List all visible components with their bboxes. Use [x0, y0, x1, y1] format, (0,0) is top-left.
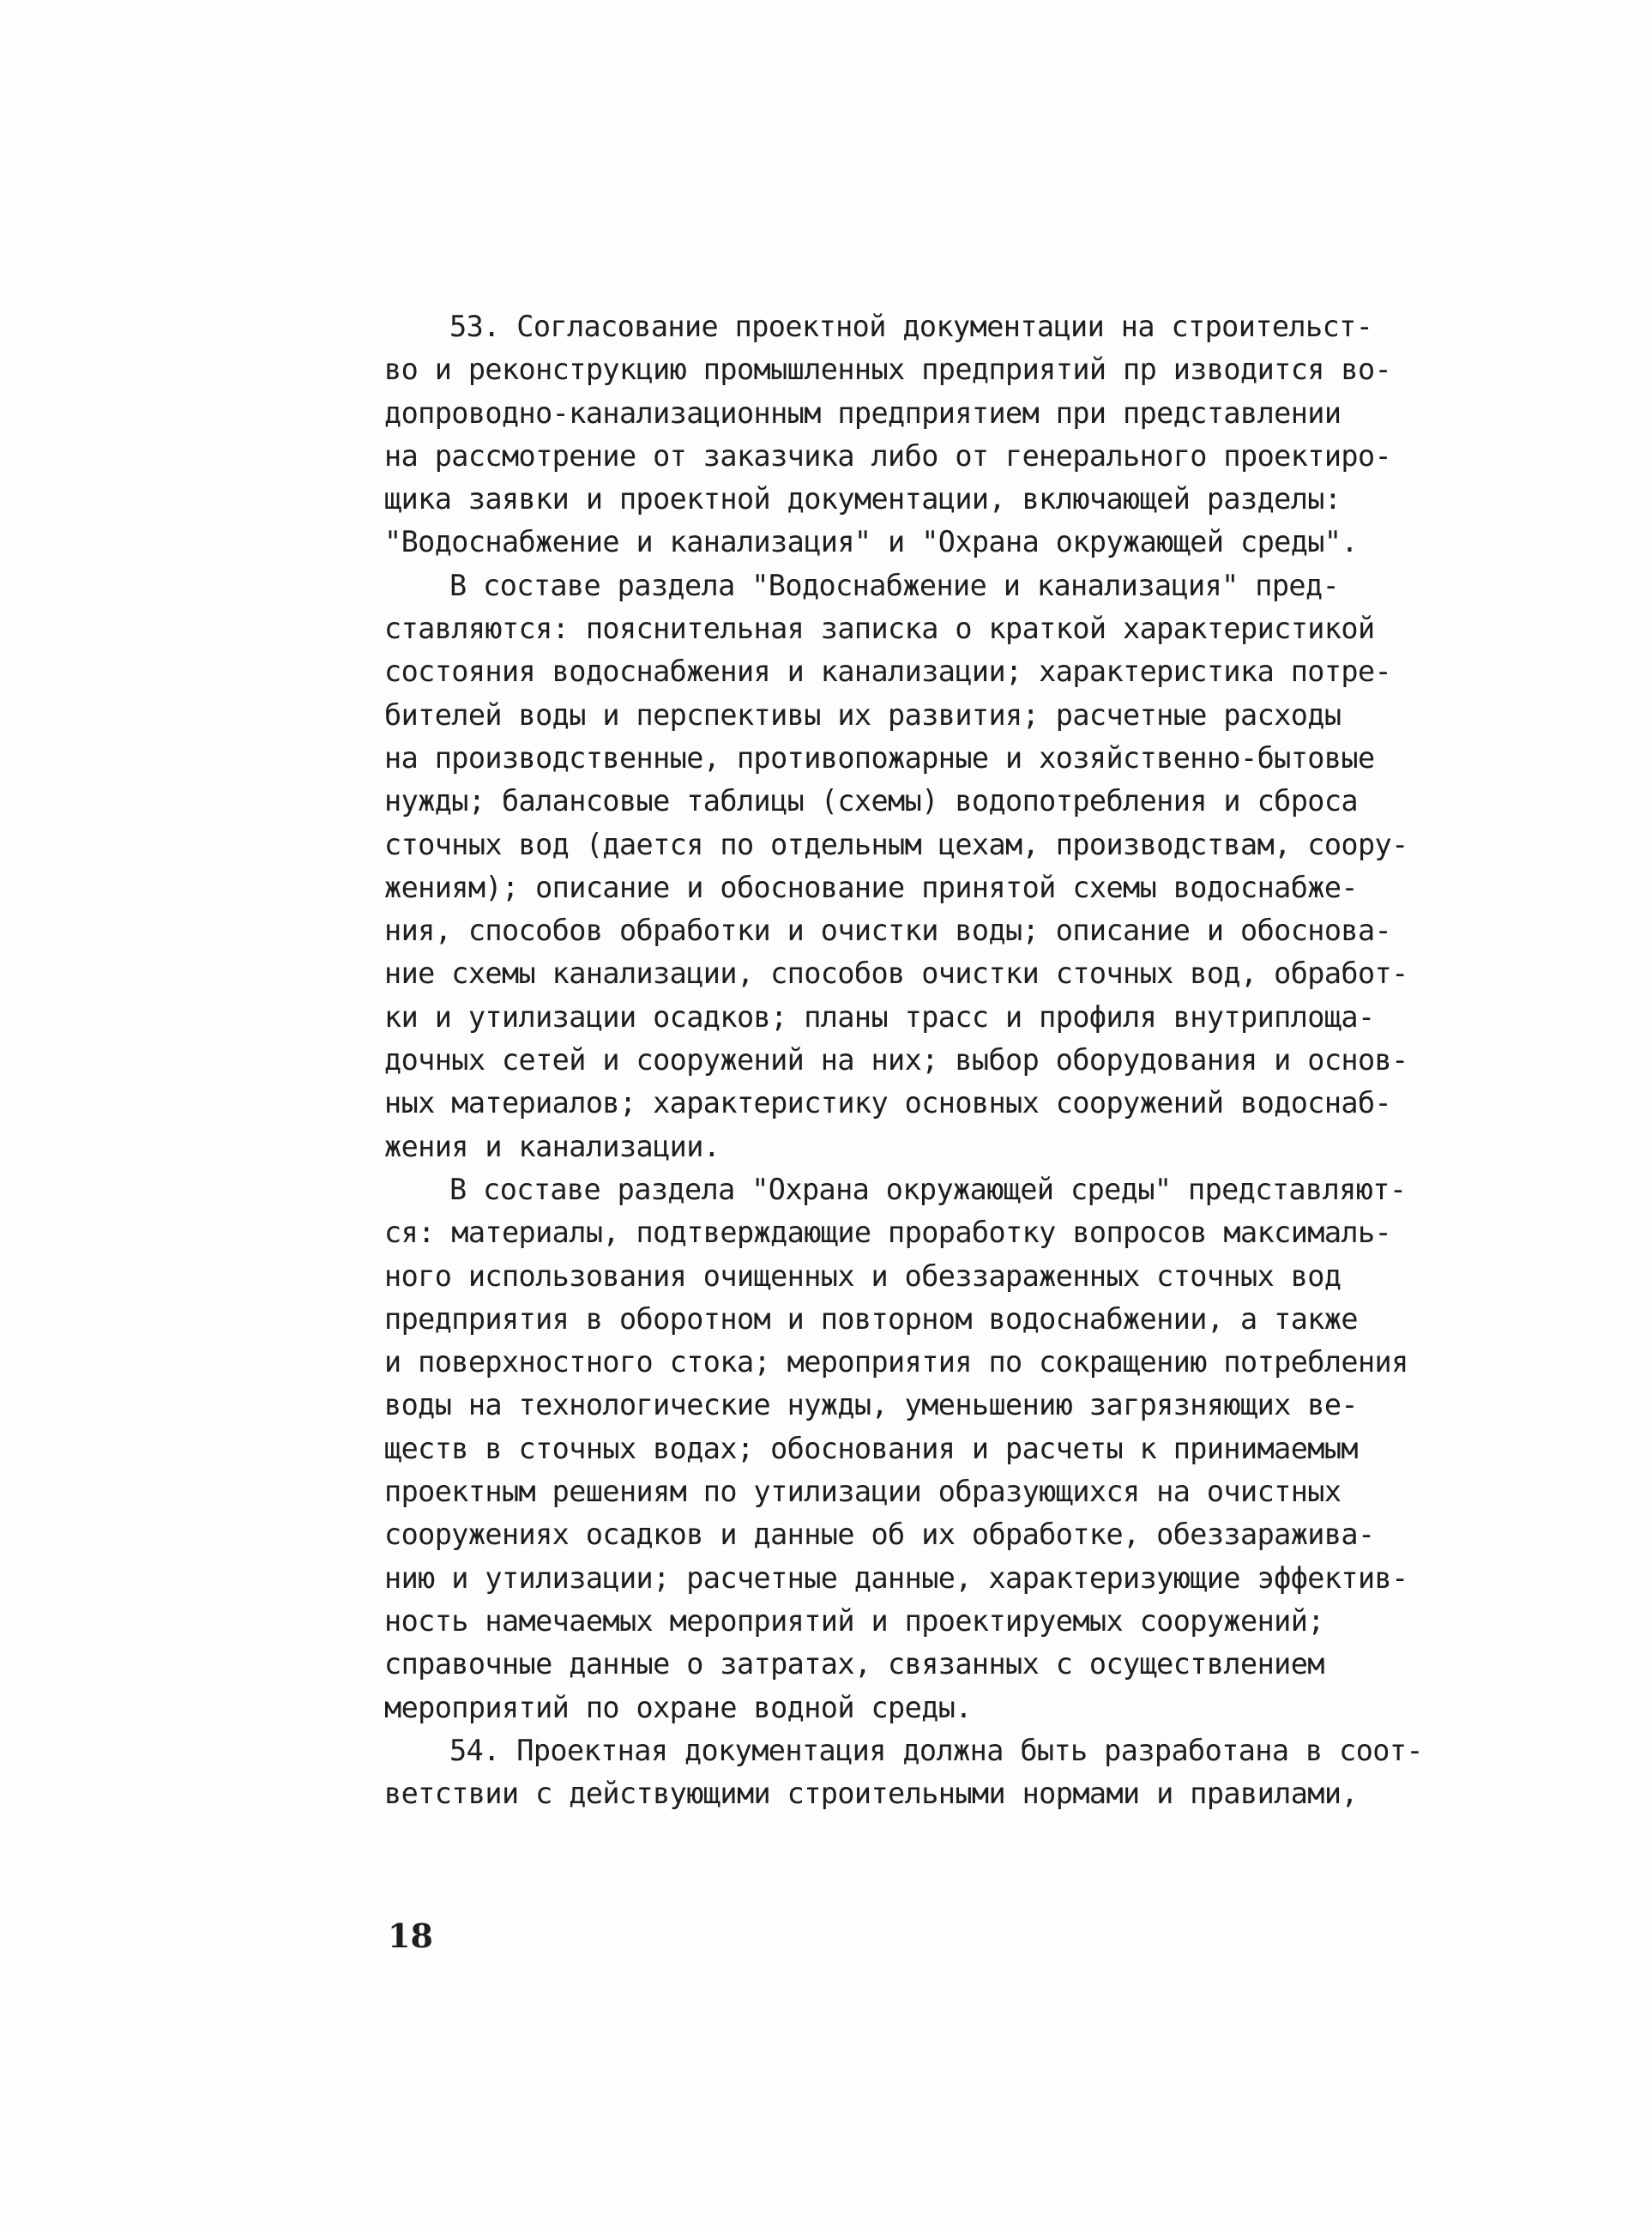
text-line: ки и утилизации осадков; планы трасс и профиля внутриплоща- — [384, 999, 1375, 1034]
text-line: нужды; балансовые таблицы (схемы) водопотребления и сброса — [384, 784, 1358, 818]
text-line: на рассмотрение от заказчика либо от генерального проектиро- — [384, 438, 1392, 473]
text-line: бителей воды и перспективы их развития; расчетные расходы — [384, 697, 1341, 732]
text-line: предприятия в оборотном и повторном водоснабжении, а также — [384, 1301, 1358, 1336]
text-line: проектным решениям по утилизации образующихся на очистных — [384, 1475, 1341, 1509]
text-line: ность намечаемых мероприятий и проектируемых сооружений; — [384, 1603, 1324, 1638]
text-line: воды на технологические нужды, уменьшению загрязняющих ве- — [384, 1388, 1358, 1422]
text-line: ществ в сточных водах; обоснования и расчеты к принимаемым — [384, 1431, 1358, 1465]
text-line: сооружениях осадков и данные об их обработке, обеззаражива- — [384, 1518, 1375, 1552]
text-line: "Водоснабжение и канализация" и "Охрана окружающей среды". — [384, 525, 1358, 559]
text-line: и поверхностного стока; мероприятия по сокращению потребления — [384, 1345, 1408, 1379]
text-line: щика заявки и проектной документации, включающей разделы: — [384, 482, 1341, 516]
text-line: жения и канализации. — [384, 1129, 720, 1163]
text-line: сточных вод (дается по отдельным цехам, производствам, соору- — [384, 827, 1408, 861]
text-line: состояния водоснабжения и канализации; характеристика потре- — [384, 655, 1392, 689]
text-line: ного использования очищенных и обеззараженных сточных вод — [384, 1258, 1341, 1293]
text-line: ных материалов; характеристику основных сооружений водоснаб- — [384, 1086, 1392, 1120]
text-line: во и реконструкцию промышленных предприятий пр изводится во- — [384, 353, 1392, 387]
text-line: мероприятий по охране водной среды. — [384, 1690, 972, 1724]
text-line: допроводно-канализационным предприятием при представлении — [384, 395, 1341, 430]
document-body — [384, 305, 1499, 1815]
text-line: дочных сетей и сооружений на них; выбор оборудования и основ- — [384, 1043, 1408, 1077]
page-number: 18 — [388, 1916, 433, 1955]
text-line: справочные данные о затратах, связанных с осуществлением — [384, 1647, 1324, 1681]
text-line: ния, способов обработки и очистки воды; описание и обоснова- — [384, 914, 1392, 948]
text-line: ставляются: пояснительная записка о краткой характеристикой — [384, 612, 1375, 646]
text-line: жениям); описание и обоснование принятой схемы водоснабже- — [384, 870, 1358, 904]
text-line: 53. Согласование проектной документации на строительст- — [449, 310, 1373, 343]
text-line: 54. Проектная документация должна быть разработана в соот- — [449, 1733, 1423, 1767]
text-line: на производственные, противопожарные и хозяйственно-бытовые — [384, 740, 1375, 775]
text-line: ние схемы канализации, способов очистки сточных вод, обработ- — [384, 957, 1408, 991]
text-line: В составе раздела "Водоснабжение и канализация" пред- — [449, 568, 1340, 602]
text-line: В составе раздела "Охрана окружающей среды" представляют- — [449, 1172, 1407, 1206]
text-line: ся: материалы, подтверждающие проработку вопросов максималь- — [384, 1216, 1392, 1250]
text-line: ветствии с действующими строительными нормами и правилами, — [384, 1777, 1358, 1811]
text-line: нию и утилизации; расчетные данные, характеризующие эффектив- — [384, 1560, 1408, 1595]
